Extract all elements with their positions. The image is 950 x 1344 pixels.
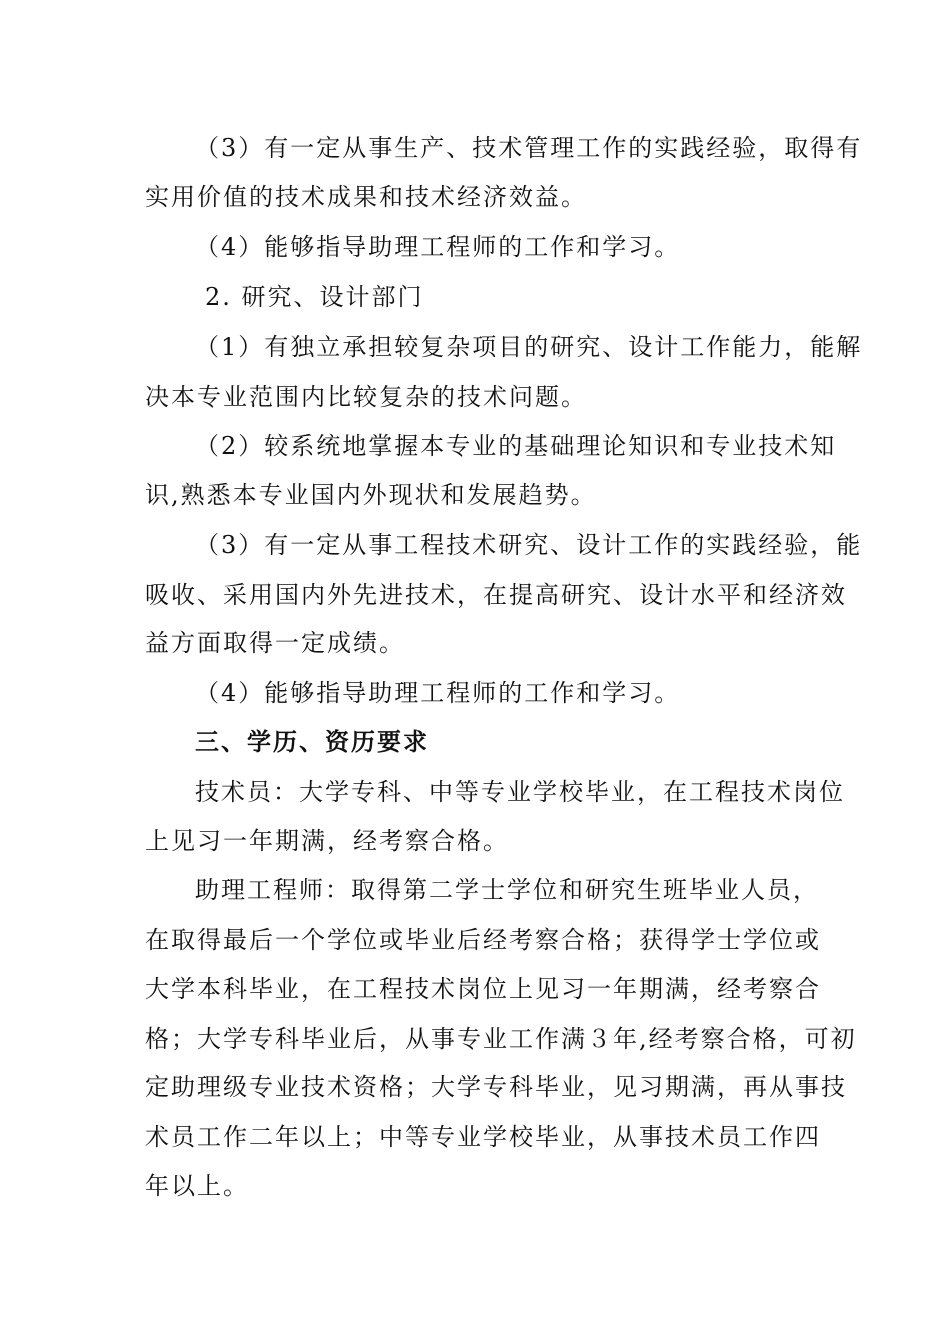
paragraph-line: （4）能够指导助理工程师的工作和学习。 — [195, 233, 681, 261]
paragraph-line: 年以上。 — [145, 1172, 249, 1200]
paragraph-line: 格；大学专科毕业后，从事专业工作满３年,经考察合格，可初 — [145, 1025, 857, 1053]
paragraph-line: （2）较系统地掌握本专业的基础理论知识和专业技术知 — [195, 432, 837, 460]
paragraph-line: （3）有一定从事工程技术研究、设计工作的实践经验，能 — [195, 531, 863, 559]
paragraph-line: （3）有一定从事生产、技术管理工作的实践经验，取得有 — [195, 134, 863, 162]
section-heading: 2. 研究、设计部门 — [205, 283, 424, 311]
paragraph-line: 益方面取得一定成绩。 — [145, 629, 405, 657]
paragraph-line: 大学本科毕业，在工程技术岗位上见习一年期满，经考察合 — [145, 975, 821, 1003]
paragraph-line: 上见习一年期满，经考察合格。 — [145, 827, 509, 855]
paragraph-line: 在取得最后一个学位或毕业后经考察合格；获得学士学位或 — [145, 926, 821, 954]
paragraph-line: 决本专业范围内比较复杂的技术问题。 — [145, 383, 587, 411]
paragraph-line: 技术员：大学专科、中等专业学校毕业，在工程技术岗位 — [195, 778, 845, 806]
paragraph-line: （1）有独立承担较复杂项目的研究、设计工作能力，能解 — [195, 333, 863, 361]
paragraph-line: 术员工作二年以上；中等专业学校毕业，从事技术员工作四 — [145, 1123, 821, 1151]
paragraph-line: （4）能够指导助理工程师的工作和学习。 — [195, 679, 681, 707]
paragraph-line: 识,熟悉本专业国内外现状和发展趋势。 — [145, 481, 597, 509]
paragraph-line: 实用价值的技术成果和技术经济效益。 — [145, 183, 587, 211]
paragraph-line: 助理工程师：取得第二学士学位和研究生班毕业人员， — [195, 876, 819, 904]
paragraph-line: 吸收、采用国内外先进技术，在提高研究、设计水平和经济效 — [145, 581, 847, 609]
section-heading: 三、学历、资历要求 — [195, 728, 429, 756]
paragraph-line: 定助理级专业技术资格；大学专科毕业，见习期满，再从事技 — [145, 1073, 847, 1101]
